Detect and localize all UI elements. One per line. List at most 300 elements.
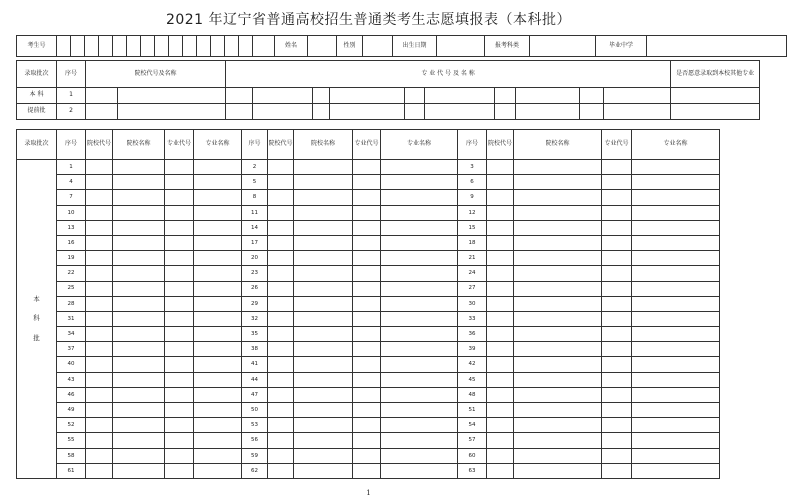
major-name-field[interactable] xyxy=(194,251,242,266)
school-code-field[interactable] xyxy=(487,327,514,342)
school-code-field[interactable] xyxy=(86,387,113,402)
major-name-field[interactable] xyxy=(632,448,720,463)
major-name-field[interactable] xyxy=(632,220,720,235)
major-name-field[interactable] xyxy=(194,387,242,402)
school-code-field[interactable] xyxy=(268,175,294,190)
major-name-field[interactable] xyxy=(632,342,720,357)
school-name-field[interactable] xyxy=(514,403,602,418)
school-name-field[interactable] xyxy=(113,418,165,433)
major-name-field[interactable] xyxy=(632,160,720,175)
school-name-field[interactable] xyxy=(514,372,602,387)
school-code-field[interactable] xyxy=(487,357,514,372)
school-code-field[interactable] xyxy=(86,175,113,190)
school-code-field[interactable] xyxy=(86,327,113,342)
major-name-field[interactable] xyxy=(194,463,242,478)
school-code-field[interactable] xyxy=(86,372,113,387)
major-code-field[interactable] xyxy=(602,281,632,296)
major-name-field[interactable] xyxy=(381,281,458,296)
major-code-field[interactable] xyxy=(602,372,632,387)
exam-no-digit-box[interactable] xyxy=(127,36,141,57)
school-code-field[interactable] xyxy=(268,463,294,478)
major-code-field[interactable] xyxy=(165,463,194,478)
school-name-field[interactable] xyxy=(294,220,353,235)
major-code-field[interactable] xyxy=(602,160,632,175)
school-name-field[interactable] xyxy=(113,463,165,478)
school-code-field[interactable] xyxy=(268,403,294,418)
major-code-field[interactable] xyxy=(353,251,381,266)
major-code-field[interactable] xyxy=(353,342,381,357)
major-name-field[interactable] xyxy=(194,160,242,175)
major-name-field[interactable] xyxy=(632,235,720,250)
major-name-field[interactable] xyxy=(381,266,458,281)
major-name-field[interactable] xyxy=(194,220,242,235)
school-name-field[interactable] xyxy=(113,220,165,235)
major-name-field[interactable] xyxy=(194,175,242,190)
major-name-field[interactable] xyxy=(632,433,720,448)
school-name-field[interactable] xyxy=(294,387,353,402)
major-code-field[interactable] xyxy=(602,311,632,326)
major-code-field[interactable] xyxy=(353,266,381,281)
major-name-field[interactable] xyxy=(632,357,720,372)
major-name-field[interactable] xyxy=(194,327,242,342)
exam-no-digit-box[interactable] xyxy=(169,36,183,57)
school-name-field[interactable] xyxy=(514,327,602,342)
major-name-field[interactable] xyxy=(194,448,242,463)
major-code-field[interactable] xyxy=(602,296,632,311)
major-name-field[interactable] xyxy=(632,296,720,311)
school-code-field[interactable] xyxy=(487,190,514,205)
school-code-field[interactable] xyxy=(86,357,113,372)
school-name-field[interactable] xyxy=(514,463,602,478)
major-name-field[interactable] xyxy=(381,251,458,266)
school-code-field[interactable] xyxy=(86,281,113,296)
school-code-field[interactable] xyxy=(487,387,514,402)
school-code-field[interactable] xyxy=(268,342,294,357)
major-code-field[interactable] xyxy=(165,403,194,418)
major-name-field[interactable] xyxy=(381,387,458,402)
major-code-field[interactable] xyxy=(165,327,194,342)
major-code-field[interactable] xyxy=(353,235,381,250)
school-name-field[interactable] xyxy=(514,175,602,190)
school-name-field[interactable] xyxy=(514,190,602,205)
major-code-field[interactable] xyxy=(226,88,253,104)
major-name-field[interactable] xyxy=(194,418,242,433)
major-name-field[interactable] xyxy=(381,220,458,235)
school-code-field[interactable] xyxy=(268,311,294,326)
adjust-field[interactable] xyxy=(671,88,760,104)
school-name-field[interactable] xyxy=(514,160,602,175)
major-name-field[interactable] xyxy=(194,342,242,357)
school-code-field[interactable] xyxy=(86,266,113,281)
school-code-field[interactable] xyxy=(487,372,514,387)
major-code-field[interactable] xyxy=(353,327,381,342)
school-name-field[interactable] xyxy=(113,266,165,281)
school-name-field[interactable] xyxy=(514,418,602,433)
major-name-field[interactable] xyxy=(194,372,242,387)
school-name-field[interactable] xyxy=(294,296,353,311)
major-name-field[interactable] xyxy=(194,235,242,250)
school-code-field[interactable] xyxy=(487,311,514,326)
school-name-field[interactable] xyxy=(514,433,602,448)
major-code-field[interactable] xyxy=(165,296,194,311)
major-code-field[interactable] xyxy=(313,104,330,120)
school-code-field[interactable] xyxy=(268,220,294,235)
major-name-field[interactable] xyxy=(632,311,720,326)
major-name-field[interactable] xyxy=(381,160,458,175)
school-name-field[interactable] xyxy=(294,342,353,357)
school-name-field[interactable] xyxy=(294,190,353,205)
major-name-field[interactable] xyxy=(194,311,242,326)
school-name-field[interactable] xyxy=(113,372,165,387)
major-name-field[interactable] xyxy=(516,88,580,104)
school-name-field[interactable] xyxy=(294,433,353,448)
school-name-field[interactable] xyxy=(514,220,602,235)
major-code-field[interactable] xyxy=(405,88,425,104)
major-name-field[interactable] xyxy=(381,296,458,311)
major-code-field[interactable] xyxy=(165,311,194,326)
major-code-field[interactable] xyxy=(353,160,381,175)
major-code-field[interactable] xyxy=(353,372,381,387)
major-code-field[interactable] xyxy=(602,403,632,418)
major-code-field[interactable] xyxy=(580,88,604,104)
school-name-field[interactable] xyxy=(294,357,353,372)
school-code-field[interactable] xyxy=(86,418,113,433)
school-code-field[interactable] xyxy=(487,160,514,175)
exam-no-digit-box[interactable] xyxy=(253,36,275,57)
major-code-field[interactable] xyxy=(165,205,194,220)
school-code-field[interactable] xyxy=(487,251,514,266)
major-code-field[interactable] xyxy=(353,311,381,326)
school-code-field[interactable] xyxy=(268,266,294,281)
major-name-field[interactable] xyxy=(381,418,458,433)
major-name-field[interactable] xyxy=(425,88,495,104)
school-code-field[interactable] xyxy=(86,104,118,120)
table-row xyxy=(17,190,720,205)
major-code-field[interactable] xyxy=(165,342,194,357)
major-code-field[interactable] xyxy=(602,433,632,448)
major-code-field[interactable] xyxy=(602,190,632,205)
major-code-field[interactable] xyxy=(165,357,194,372)
school-code-field[interactable] xyxy=(487,281,514,296)
major-name-field[interactable] xyxy=(330,104,405,120)
seq-cell: 2 xyxy=(242,160,268,175)
major-code-field[interactable] xyxy=(353,433,381,448)
school-name-field[interactable] xyxy=(294,311,353,326)
exam-no-digit-box[interactable] xyxy=(113,36,127,57)
school-code-field[interactable] xyxy=(268,418,294,433)
school-code-field[interactable] xyxy=(487,266,514,281)
school-code-field[interactable] xyxy=(86,433,113,448)
school-code-field[interactable] xyxy=(268,387,294,402)
school-name-field[interactable] xyxy=(118,104,226,120)
major-name-field[interactable] xyxy=(516,104,580,120)
major-code-field[interactable] xyxy=(602,220,632,235)
school-code-field[interactable] xyxy=(86,296,113,311)
major-name-field[interactable] xyxy=(381,190,458,205)
major-name-field[interactable] xyxy=(632,387,720,402)
school-name-field[interactable] xyxy=(514,251,602,266)
major-name-field[interactable] xyxy=(381,448,458,463)
major-name-field[interactable] xyxy=(632,463,720,478)
school-code-field[interactable] xyxy=(487,220,514,235)
major-code-field[interactable] xyxy=(602,235,632,250)
adjust-field[interactable] xyxy=(671,104,760,120)
school-name-field[interactable] xyxy=(113,433,165,448)
school-code-field[interactable] xyxy=(487,296,514,311)
subject-category-field[interactable] xyxy=(530,36,596,57)
school-name-field[interactable] xyxy=(294,205,353,220)
school-name-field[interactable] xyxy=(294,235,353,250)
major-name-field[interactable] xyxy=(194,190,242,205)
major-name-field[interactable] xyxy=(330,88,405,104)
name-field[interactable] xyxy=(308,36,337,57)
major-code-field[interactable] xyxy=(353,448,381,463)
major-name-field[interactable] xyxy=(381,327,458,342)
school-code-field[interactable] xyxy=(487,418,514,433)
school-name-field[interactable] xyxy=(113,235,165,250)
major-code-field[interactable] xyxy=(165,190,194,205)
major-name-field[interactable] xyxy=(632,175,720,190)
exam-no-digit-box[interactable] xyxy=(155,36,169,57)
school-code-field[interactable] xyxy=(86,205,113,220)
school-code-field[interactable] xyxy=(86,235,113,250)
school-name-field[interactable] xyxy=(113,311,165,326)
school-name-field[interactable] xyxy=(113,327,165,342)
major-code-field[interactable] xyxy=(353,357,381,372)
school-code-field[interactable] xyxy=(268,160,294,175)
major-code-field[interactable] xyxy=(602,342,632,357)
school-code-field[interactable] xyxy=(268,327,294,342)
major-name-field[interactable] xyxy=(632,327,720,342)
major-name-field[interactable] xyxy=(381,342,458,357)
school-name-field[interactable] xyxy=(514,235,602,250)
school-name-field[interactable] xyxy=(113,387,165,402)
major-name-field[interactable] xyxy=(632,205,720,220)
major-name-field[interactable] xyxy=(194,296,242,311)
major-name-field[interactable] xyxy=(381,372,458,387)
exam-no-digit-box[interactable] xyxy=(225,36,239,57)
major-name-field[interactable] xyxy=(632,251,720,266)
major-name-field[interactable] xyxy=(194,357,242,372)
major-name-field[interactable] xyxy=(604,88,671,104)
exam-no-digit-box[interactable] xyxy=(141,36,155,57)
school-name-field[interactable] xyxy=(514,311,602,326)
school-name-field[interactable] xyxy=(294,372,353,387)
school-code-field[interactable] xyxy=(487,433,514,448)
school-name-field[interactable] xyxy=(514,448,602,463)
major-code-field[interactable] xyxy=(165,160,194,175)
major-code-field[interactable] xyxy=(495,88,516,104)
school-name-field[interactable] xyxy=(113,342,165,357)
school-code-field[interactable] xyxy=(268,357,294,372)
birth-date-field[interactable] xyxy=(437,36,485,57)
major-code-field[interactable] xyxy=(602,418,632,433)
school-name-field[interactable] xyxy=(118,88,226,104)
exam-no-digit-box[interactable] xyxy=(85,36,99,57)
major-code-field[interactable] xyxy=(165,281,194,296)
school-name-field[interactable] xyxy=(514,342,602,357)
school-name-field[interactable] xyxy=(113,190,165,205)
school-code-field[interactable] xyxy=(268,448,294,463)
major-code-field[interactable] xyxy=(602,205,632,220)
major-code-field[interactable] xyxy=(353,175,381,190)
major-name-field[interactable] xyxy=(381,235,458,250)
major-code-field[interactable] xyxy=(313,88,330,104)
major-code-field[interactable] xyxy=(226,104,253,120)
school-name-field[interactable] xyxy=(113,205,165,220)
major-code-field[interactable] xyxy=(353,190,381,205)
major-code-field[interactable] xyxy=(165,448,194,463)
major-code-field[interactable] xyxy=(165,175,194,190)
major-name-field[interactable] xyxy=(381,311,458,326)
major-name-field[interactable] xyxy=(632,281,720,296)
exam-no-digit-box[interactable] xyxy=(99,36,113,57)
school-name-field[interactable] xyxy=(514,281,602,296)
school-name-field[interactable] xyxy=(113,357,165,372)
major-name-field[interactable] xyxy=(632,372,720,387)
major-name-field[interactable] xyxy=(632,190,720,205)
major-name-field[interactable] xyxy=(381,433,458,448)
school-code-field[interactable] xyxy=(86,311,113,326)
major-code-field[interactable] xyxy=(165,266,194,281)
school-code-field[interactable] xyxy=(487,235,514,250)
major-code-field[interactable] xyxy=(165,433,194,448)
major-name-field[interactable] xyxy=(632,418,720,433)
major-name-field[interactable] xyxy=(194,205,242,220)
major-code-field[interactable] xyxy=(165,235,194,250)
major-name-field[interactable] xyxy=(381,175,458,190)
major-code-field[interactable] xyxy=(353,418,381,433)
exam-no-digit-box[interactable] xyxy=(57,36,71,57)
major-code-field[interactable] xyxy=(580,104,604,120)
major-code-field[interactable] xyxy=(602,327,632,342)
school-name-field[interactable] xyxy=(294,160,353,175)
school-name-field[interactable] xyxy=(113,403,165,418)
school-code-field[interactable] xyxy=(86,448,113,463)
school-name-field[interactable] xyxy=(294,175,353,190)
major-name-field[interactable] xyxy=(253,104,313,120)
school-name-field[interactable] xyxy=(294,251,353,266)
major-code-field[interactable] xyxy=(165,251,194,266)
major-code-field[interactable] xyxy=(602,357,632,372)
major-name-field[interactable] xyxy=(253,88,313,104)
school-name-field[interactable] xyxy=(113,296,165,311)
exam-no-digit-box[interactable] xyxy=(71,36,85,57)
school-code-field[interactable] xyxy=(268,296,294,311)
gender-field[interactable] xyxy=(363,36,393,57)
major-code-field[interactable] xyxy=(353,387,381,402)
school-code-field[interactable] xyxy=(86,463,113,478)
school-code-field[interactable] xyxy=(487,205,514,220)
major-name-field[interactable] xyxy=(381,463,458,478)
school-name-field[interactable] xyxy=(514,387,602,402)
school-code-field[interactable] xyxy=(86,220,113,235)
school-code-field[interactable] xyxy=(268,251,294,266)
school-code-field[interactable] xyxy=(86,403,113,418)
graduate-school-field[interactable] xyxy=(647,36,787,57)
school-name-field[interactable] xyxy=(294,463,353,478)
major-code-field[interactable] xyxy=(602,448,632,463)
school-code-field[interactable] xyxy=(268,235,294,250)
major-name-field[interactable] xyxy=(194,403,242,418)
major-code-field[interactable] xyxy=(495,104,516,120)
major-code-field[interactable] xyxy=(165,418,194,433)
major-name-field[interactable] xyxy=(194,433,242,448)
school-code-field[interactable] xyxy=(487,463,514,478)
major-code-field[interactable] xyxy=(602,463,632,478)
school-name-field[interactable] xyxy=(514,357,602,372)
school-name-field[interactable] xyxy=(294,281,353,296)
major-code-field[interactable] xyxy=(165,387,194,402)
school-code-field[interactable] xyxy=(487,448,514,463)
school-code-field[interactable] xyxy=(268,281,294,296)
school-code-field[interactable] xyxy=(268,372,294,387)
school-name-field[interactable] xyxy=(294,418,353,433)
exam-no-digit-box[interactable] xyxy=(183,36,197,57)
school-code-field[interactable] xyxy=(268,433,294,448)
school-name-field[interactable] xyxy=(294,403,353,418)
school-code-field[interactable] xyxy=(487,342,514,357)
major-code-field[interactable] xyxy=(353,403,381,418)
school-name-field[interactable] xyxy=(113,251,165,266)
school-code-field[interactable] xyxy=(86,190,113,205)
school-name-field[interactable] xyxy=(113,448,165,463)
school-name-field[interactable] xyxy=(294,327,353,342)
major-name-field[interactable] xyxy=(194,281,242,296)
major-code-field[interactable] xyxy=(353,220,381,235)
major-name-field[interactable] xyxy=(425,104,495,120)
exam-no-digit-box[interactable] xyxy=(211,36,225,57)
major-code-field[interactable] xyxy=(353,463,381,478)
school-code-field[interactable] xyxy=(86,342,113,357)
major-code-field[interactable] xyxy=(353,296,381,311)
school-code-field[interactable] xyxy=(268,205,294,220)
major-name-field[interactable] xyxy=(632,266,720,281)
school-name-field[interactable] xyxy=(113,160,165,175)
major-code-field[interactable] xyxy=(165,372,194,387)
major-code-field[interactable] xyxy=(602,175,632,190)
major-name-field[interactable] xyxy=(194,266,242,281)
school-name-field[interactable] xyxy=(113,281,165,296)
major-code-field[interactable] xyxy=(602,251,632,266)
school-code-field[interactable] xyxy=(86,251,113,266)
school-name-field[interactable] xyxy=(294,448,353,463)
major-code-field[interactable] xyxy=(165,220,194,235)
major-name-field[interactable] xyxy=(632,403,720,418)
major-name-field[interactable] xyxy=(381,403,458,418)
major-name-field[interactable] xyxy=(381,205,458,220)
school-name-field[interactable] xyxy=(514,296,602,311)
school-name-field[interactable] xyxy=(514,205,602,220)
major-name-field[interactable] xyxy=(604,104,671,120)
major-code-field[interactable] xyxy=(602,387,632,402)
school-code-field[interactable] xyxy=(487,175,514,190)
major-code-field[interactable] xyxy=(353,281,381,296)
school-name-field[interactable] xyxy=(113,175,165,190)
exam-no-digit-box[interactable] xyxy=(239,36,253,57)
school-code-field[interactable] xyxy=(86,88,118,104)
major-code-field[interactable] xyxy=(353,205,381,220)
school-code-field[interactable] xyxy=(268,190,294,205)
school-name-field[interactable] xyxy=(294,266,353,281)
school-code-field[interactable] xyxy=(86,160,113,175)
major-code-field[interactable] xyxy=(602,266,632,281)
exam-no-digit-box[interactable] xyxy=(197,36,211,57)
major-code-field[interactable] xyxy=(405,104,425,120)
school-code-field[interactable] xyxy=(487,403,514,418)
major-name-field[interactable] xyxy=(381,357,458,372)
school-name-field[interactable] xyxy=(514,266,602,281)
